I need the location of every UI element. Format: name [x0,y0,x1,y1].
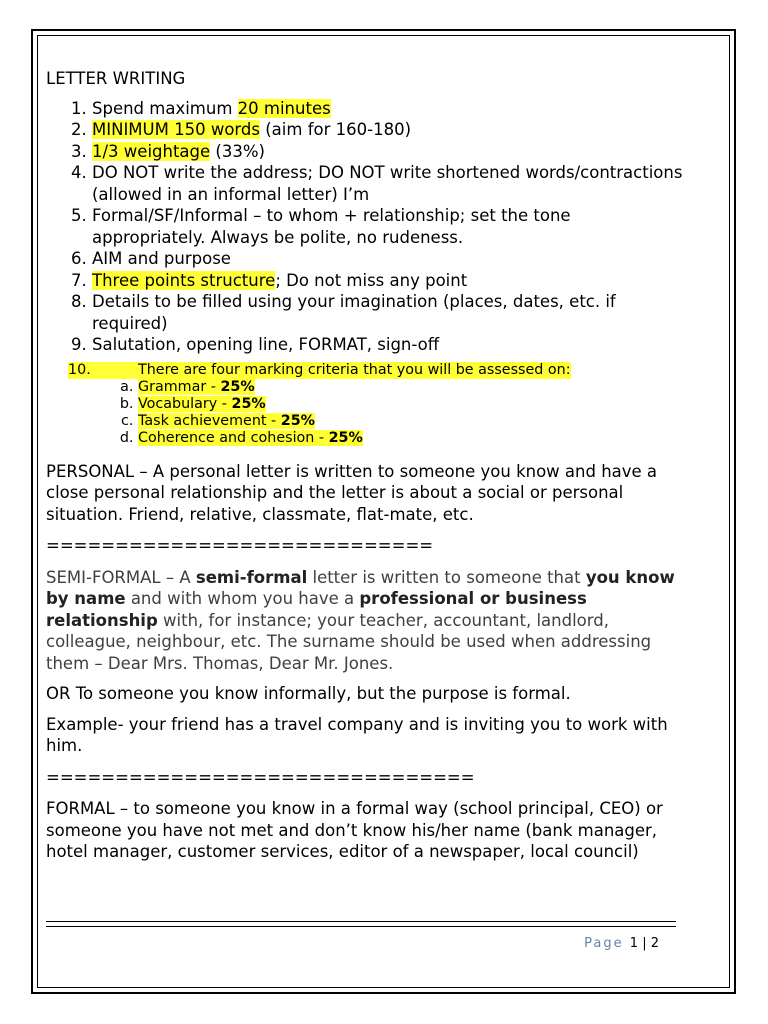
list-item: 8. Details to be filled using your imagination (places, dates, etc. if required) [92,291,686,334]
criteria-list [68,379,686,447]
footer-rule [46,926,676,927]
list-item: 2. MINIMUM 150 words (aim for 160-180) [92,119,686,141]
list-item: 3. 1/3 weightage (33%) [92,141,686,163]
footer-rule [46,921,676,922]
criteria-heading: There are four marking criteria that you will be assessed on: [138,361,571,378]
list-item: 7. Three points structure; Do not miss any point [92,270,686,292]
marking-criteria [68,362,686,447]
criteria-item: b. Vocabulary - 25% [138,396,686,413]
semi-formal-paragraph: SEMI-FORMAL – A semi-formal letter is written to someone that you know by name and with whom you have a professional or business relationship with, for instance; your teacher, accountant, landlord, colleague, neighbour, etc. The surname should be used when addressing them – Dear Mrs. Thomas, Dear Mr. Jones. [46,567,675,673]
list-item: 4. DO NOT write the address; DO NOT write shortened words/contractions (allowed in an informal letter) I’m [92,162,686,205]
criteria-item: a. Grammar - 25% [138,379,686,396]
or-paragraph: OR To someone you know informally, but the purpose is formal. [46,684,571,703]
criteria-item: c. Task achievement - 25% [138,413,686,430]
document-body [46,68,686,863]
rules-list [46,98,686,356]
divider-line: =============================== [46,767,475,787]
example-paragraph: Example- your friend has a travel company and is inviting you to work with him. [46,714,668,755]
personal-paragraph: PERSONAL – A personal letter is written to someone you know and have a close personal relationship and the letter is about a social or personal situation. Friend, relative, classmate, flat-mate, etc. [46,461,658,524]
list-item: 1. Spend maximum 20 minutes [92,98,686,120]
page-number: Page 1 | 2 [584,936,659,951]
list-item: 9. Salutation, opening line, FORMAT, sign-off [92,334,686,356]
list-item: 5. Formal/SF/Informal – to whom + relationship; set the tone appropriately. Always be polite, no rudeness. [92,205,686,248]
criteria-number: 10. [68,362,138,379]
list-item: 6. AIM and purpose [92,248,686,270]
criteria-item: d. Coherence and cohesion - 25% [138,430,686,447]
document-title: LETTER WRITING [46,69,186,88]
divider-line: ============================ [46,536,434,555]
formal-paragraph: FORMAL – to someone you know in a formal way (school principal, CEO) or someone you have not met and don’t know his/her name (bank manager, hotel manager, customer services, editor of a newspaper, local council) [46,799,663,861]
